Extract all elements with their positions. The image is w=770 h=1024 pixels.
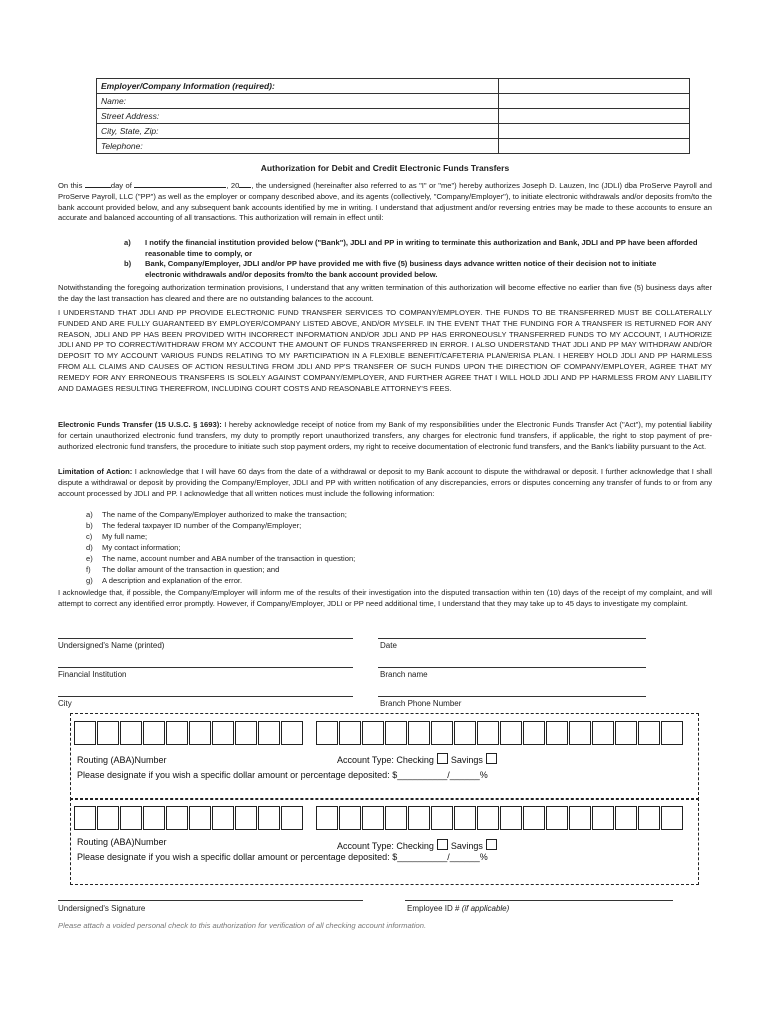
employee-id-note: (if applicable) [461, 904, 510, 913]
limitation-text: I acknowledge that I will have 60 days from the date of a withdrawal or deposit to my Bank account to dispute the withdrawal or deposit. I further acknowledge that I shall dispute a withdrawal or deposit by providing the Company/Employer, JDLI and PP with written notification of any discrepancies, errors or disputes concerning any transfer of funds to or from any account processed by JDLI and PP. I acknowledge that all written notices must include the following information: [58, 467, 712, 498]
list-item-letter: c) [86, 532, 93, 541]
account-type-label: Account Type: Checking [337, 755, 434, 765]
employer-name-label: Name: [97, 94, 499, 109]
institution-label: Financial Institution [58, 670, 127, 679]
intro-on-this: On this [58, 181, 83, 190]
list-item: The name of the Company/Employer authorized to make the transaction; [102, 510, 347, 519]
designate-amount[interactable]: Please designate if you wish a specific dollar amount or percentage deposited: $__________/______% [77, 770, 488, 780]
list-item: My full name; [102, 532, 148, 541]
routing-boxes[interactable] [74, 721, 304, 745]
account-block-1 [70, 713, 699, 800]
employee-id-label [407, 904, 509, 913]
eft-paragraph [58, 420, 712, 452]
date-label: Date [380, 641, 397, 650]
list-item-letter: d) [86, 543, 93, 552]
list-item: The name, account number and ABA number of the transaction in question; [102, 554, 356, 563]
employer-phone-field[interactable] [499, 139, 690, 154]
employer-phone-label: Telephone: [97, 139, 499, 154]
city-label: City [58, 699, 72, 708]
condition-a-letter: a) [124, 238, 131, 247]
list-item: The dollar amount of the transaction in question; and [102, 565, 280, 574]
account-type-label: Account Type: Checking [337, 841, 434, 851]
caps-paragraph: I UNDERSTAND THAT JDLI AND PP PROVIDE ELECTRONIC FUND TRANSFER SERVICES TO COMPANY/EMPLOYER. THE FUNDS TO BE TRANSFERRED MUST BE COLLATERALLY FUNDED AND ARE FULLY GUARANTEED BY EMPLOYER/COMPANY LISTED ABOVE, AND/OR MYSELF. IN THE EVENT THAT THE FUNDING FOR A TRANSFER IS RETURNED FOR ANY REASON, JDLI AND PP HAS BEEN PROVIDED WITH INCORRECT INFORMATION AND/OR JDLI AND PP HAS ERRONEOUSLY TRANSFERRED FUNDS TO MY ACCOUNT, I AUTHORIZE JDLI AND PP TO CORRECT/WITHDRAW FROM MY ACCOUNT THE AMOUNT OF FUNDS TRANSFERRED IN ERROR. I ALSO UNDERSTAND THAT JDLI AND PP MAY WITHDRAW AND/OR DEPOSIT TO MY ACCOUNT VARIOUS FUNDS RELATING TO MY PARTICIPATION IN A FLEXIBLE BENEFIT/CAFETERIA PLAN/ERISA PLAN. I HEREBY HOLD JDLI AND PP HARMLESS FROM ALL CLAIMS AND CAUSES OF ACTION RESULTING FROM JDLI AND PP'S TRANSFER OF SUCH FUNDS UPON THE DIRECTION OF COMPANY/EMPLOYER, AGREE THAT MY REMEDY FOR ANY ERRONEOUS TRANSFERS IS SOLELY AGAINST COMPANY/EMPLOYER, AND FURTHER AGREE THAT I WILL HOLD JDLI AND PP HARMLESS FROM ANY LIABILITY AND DAMAGES RESULTING THEREFROM, INCLUDING COURT COSTS AND REASONABLE ATTORNEY'S FEES. [58, 308, 712, 393]
year-blank[interactable] [239, 178, 251, 188]
checking-checkbox[interactable] [437, 839, 448, 850]
limitation-heading: Limitation of Action: [58, 467, 133, 476]
employer-address-field[interactable] [499, 109, 690, 124]
date-line[interactable] [378, 638, 646, 639]
routing-boxes[interactable] [74, 806, 304, 830]
intro-year: , 20 [226, 181, 240, 190]
list-item: The federal taxpayer ID number of the Company/Employer; [102, 521, 302, 530]
branch-phone-line[interactable] [378, 696, 646, 697]
name-line[interactable] [58, 638, 353, 639]
routing-label: Routing (ABA)Number [77, 755, 167, 765]
employer-name-field[interactable] [499, 94, 690, 109]
branch-phone-label: Branch Phone Number [380, 699, 462, 708]
employer-city-label: City, State, Zip: [97, 124, 499, 139]
savings-checkbox[interactable] [486, 839, 497, 850]
condition-b-letter: b) [124, 259, 132, 268]
list-item-letter: e) [86, 554, 93, 563]
intro-day-of: day of [110, 181, 132, 190]
branch-line[interactable] [378, 667, 646, 668]
account-type [337, 839, 500, 851]
employer-info-value[interactable] [499, 79, 690, 94]
signature-line[interactable] [58, 900, 363, 901]
city-line[interactable] [58, 696, 353, 697]
name-label: Undersigned's Name (printed) [58, 641, 165, 650]
account-number-boxes[interactable] [316, 806, 684, 830]
day-blank[interactable] [85, 178, 111, 188]
designate-amount[interactable]: Please designate if you wish a specific dollar amount or percentage deposited: $__________/______% [77, 852, 488, 862]
account-block-2 [70, 798, 699, 885]
condition-a-text: I notify the financial institution provided below ("Bank"), JDLI and PP in writing to terminate this authorization and Bank, JDLI and PP have been afforded reasonable time to comply, or [145, 238, 698, 258]
list-item: My contact information; [102, 543, 181, 552]
employer-info-table [96, 78, 690, 154]
savings-checkbox[interactable] [486, 753, 497, 764]
eft-text: I hereby acknowledge receipt of notice from my Bank of my responsibilities under the Electronic Funds Transfer Act ("Act"), my potential liability for certain unauthorized electronic fund transfers, my duty to promptly report unauthorized transfers, any charges for electronic fund transfers, if applicable, the right to stop payment of pre-authorized electronic fund transfers, the procedure to initiate such stop payment orders, my right to receive documentation of electronic fund transfers, and the Bank's liability pursuant to the Act. [58, 420, 712, 451]
condition-b-text: Bank, Company/Employer, JDLI and/or PP have provided me with five (5) business days advance written notice of their decision not to initiate electronic withdrawals and/or deposits from/to the bank account provided below. [145, 259, 657, 279]
routing-label: Routing (ABA)Number [77, 837, 167, 847]
employer-info-header: Employer/Company Information (required): [97, 79, 499, 94]
account-number-boxes[interactable] [316, 721, 684, 745]
branch-label: Branch name [380, 670, 428, 679]
limitation-paragraph [58, 467, 712, 499]
savings-label: Savings [450, 755, 483, 765]
checking-checkbox[interactable] [437, 753, 448, 764]
notwithstanding-paragraph: Notwithstanding the foregoing authorization termination provisions, I understand that any written termination of this authorization will become effective no earlier than five (5) business days after the day the last transaction has cleared and there are no outstanding balances to the account. [58, 283, 712, 303]
account-type [337, 753, 500, 765]
list-item-letter: g) [86, 576, 93, 585]
form-title: Authorization for Debit and Credit Electronic Funds Transfers [260, 163, 510, 173]
footnote: Please attach a voided personal check to this authorization for verification of all checking account information. [58, 921, 427, 930]
list-item: A description and explanation of the error. [102, 576, 243, 585]
list-item-letter: f) [86, 565, 91, 574]
intro-paragraph [58, 178, 712, 224]
closing-paragraph: I acknowledge that, if possible, the Company/Employer will inform me of the results of their investigation into the disputed transaction within ten (10) days of the receipt of my complaint, and will attempt to correct any identified error promptly. However, if Company/Employer, JDLI or PP need additional time, I understand that they may take up to 45 days to investigate my complaint. [58, 588, 712, 608]
institution-line[interactable] [58, 667, 353, 668]
eft-heading: Electronic Funds Transfer (15 U.S.C. § 1693): [58, 420, 222, 429]
employee-id-line[interactable] [405, 900, 673, 901]
signature-label: Undersigned's Signature [58, 904, 146, 913]
savings-label: Savings [450, 841, 483, 851]
employee-id-text: Employee ID # [407, 904, 460, 913]
list-item-letter: a) [86, 510, 93, 519]
month-blank[interactable] [134, 178, 226, 188]
intro-text: , the undersigned (hereinafter also referred to as "I" or "me") hereby authorizes Joseph D. Lauzen, Inc (JDLI) dba ProServe Payroll and ProServe Payroll, LLC ("PP") as well as the employer or company described above, and its agents (collectively, "Company/Employer"), to initiate electronic withdrawals and/or deposits from/to the bank account provided below, and any subsequent bank accounts identified by me in writing. I understand that adjustment and/or reversing entries may be made to these accounts to ensure an accurate and balanced accounting of all transactions. This authorization will remain in effect until: [58, 181, 712, 223]
list-item-letter: b) [86, 521, 93, 530]
employer-address-label: Street Address: [97, 109, 499, 124]
employer-city-field[interactable] [499, 124, 690, 139]
